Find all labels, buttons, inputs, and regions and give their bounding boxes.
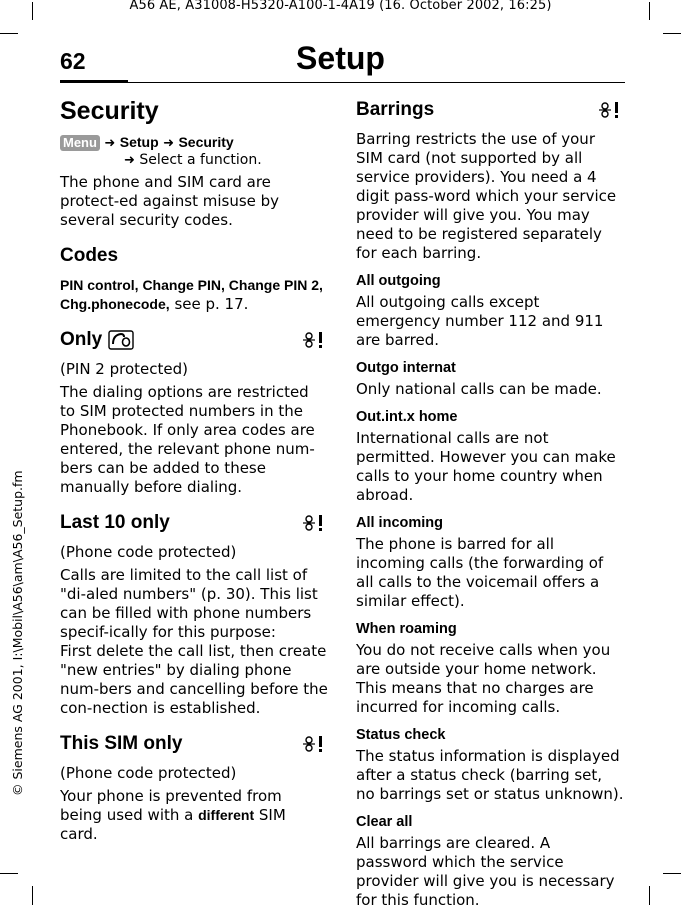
barring-item-title: Outgo internat xyxy=(356,360,456,376)
thissim-text xyxy=(60,787,328,844)
barring-item-title: When roaming xyxy=(356,621,457,637)
path-security: Security xyxy=(178,134,234,150)
right-column xyxy=(356,92,624,910)
barrings-intro: Barring restricts the use of your SIM card (not supported by all service providers). You need a 4 digit pass-word which your service provider will give you. You may need to be registered separately for each barring. xyxy=(356,130,617,262)
arrow-right-icon: ➜ xyxy=(124,153,135,168)
page-title: Setup xyxy=(296,40,385,76)
page-number: 62 xyxy=(60,48,86,74)
path-select: Select a function. xyxy=(139,152,262,168)
fixed-dial-phone-icon xyxy=(108,330,134,350)
last10-note: (Phone code protected) xyxy=(60,543,237,561)
header-meta: A56 AE, A31008-H5320-A100-1-4A19 (16. October 2002, 16:25) xyxy=(129,0,552,13)
last10-heading-row xyxy=(60,512,328,534)
barrings-heading-row xyxy=(356,99,624,121)
only-heading-wrap xyxy=(60,329,134,351)
barring-item-title: Clear all xyxy=(356,814,413,830)
barring-item-title: Status check xyxy=(356,727,446,743)
crop-mark xyxy=(0,873,18,874)
codes-ref: see p. 17. xyxy=(169,295,249,313)
thissim-note: (Phone code protected) xyxy=(60,764,237,782)
network-service-icon xyxy=(302,734,328,754)
thissim-text-b: different xyxy=(198,807,255,823)
codes-items: PIN control, Change PIN, Change PIN 2, Chg.phonecode, xyxy=(60,277,323,312)
barring-item-title: All outgoing xyxy=(356,273,441,289)
last10-text1: Calls are limited to the call list of "di-aled numbers" (p. 30). This list can be filled with phone numbers specif-ically for this purpose: xyxy=(60,566,318,641)
barring-item-text: You do not receive calls when you are outside your home network. This means that no charges are incurred for incoming calls. xyxy=(356,641,611,716)
menu-key: Menu xyxy=(60,135,100,151)
path-setup: Setup xyxy=(119,134,159,150)
menu-path xyxy=(60,134,328,169)
thissim-heading-row xyxy=(60,733,328,755)
thissim-text-c: SIM card. xyxy=(60,806,286,843)
barring-item-text: The status information is displayed after a status check (barring set, no barrings set or status unknown). xyxy=(356,747,624,803)
crop-mark xyxy=(32,886,33,905)
last10-text2: First delete the call list, then create "new entries" by dialing phone num-bers and cancelling before the con-nection is established. xyxy=(60,642,328,717)
crop-mark xyxy=(0,33,18,34)
crop-mark xyxy=(663,33,681,34)
barrings-heading: Barrings xyxy=(356,99,435,120)
arrow-right-icon: ➜ xyxy=(163,136,175,151)
security-intro: The phone and SIM card are protect-ed against misuse by several security codes. xyxy=(60,173,280,229)
only-heading-row xyxy=(60,329,328,351)
arrow-right-icon: ➜ xyxy=(104,136,116,151)
section-title-security: Security xyxy=(60,97,159,125)
only-heading: Only xyxy=(60,329,103,350)
barring-item-text: Only national calls can be made. xyxy=(356,380,602,398)
crop-mark xyxy=(649,886,650,905)
thissim-text-a: Your phone is prevented from being used with a xyxy=(60,787,282,824)
codes-text xyxy=(60,276,328,314)
thissim-heading: This SIM only xyxy=(60,733,183,754)
codes-heading: Codes xyxy=(60,245,119,266)
path-select-line xyxy=(60,152,328,169)
header-rule xyxy=(60,82,625,83)
only-text: The dialing options are restricted to SIM protected numbers in the Phonebook. If only area codes are entered, the relevant phone num-bers can be added to these manually before dialing. xyxy=(60,383,315,496)
network-service-icon xyxy=(598,100,624,120)
barring-item-title: All incoming xyxy=(356,515,443,531)
left-column xyxy=(60,92,328,844)
copyright-note: © Siemens AG 2001, I:\Mobil\A56\am\A56_Setup.fm xyxy=(10,470,25,796)
barring-item-title: Out.int.x home xyxy=(356,409,458,425)
barring-item-text: All barrings are cleared. A password which the service provider will give you is necessary for this function. xyxy=(356,834,615,909)
barring-item-text: The phone is barred for all incoming calls (the forwarding of all calls to the voicemail offers a similar effect). xyxy=(356,535,604,610)
only-note: (PIN 2 protected) xyxy=(60,360,188,378)
crop-mark xyxy=(663,873,681,874)
barring-item-text: International calls are not permitted. However you can make calls to your home country when abroad. xyxy=(356,429,616,504)
network-service-icon xyxy=(302,513,328,533)
last10-heading: Last 10 only xyxy=(60,512,170,533)
network-service-icon xyxy=(302,330,328,350)
barring-item-text: All outgoing calls except emergency number 112 and 911 are barred. xyxy=(356,293,604,349)
